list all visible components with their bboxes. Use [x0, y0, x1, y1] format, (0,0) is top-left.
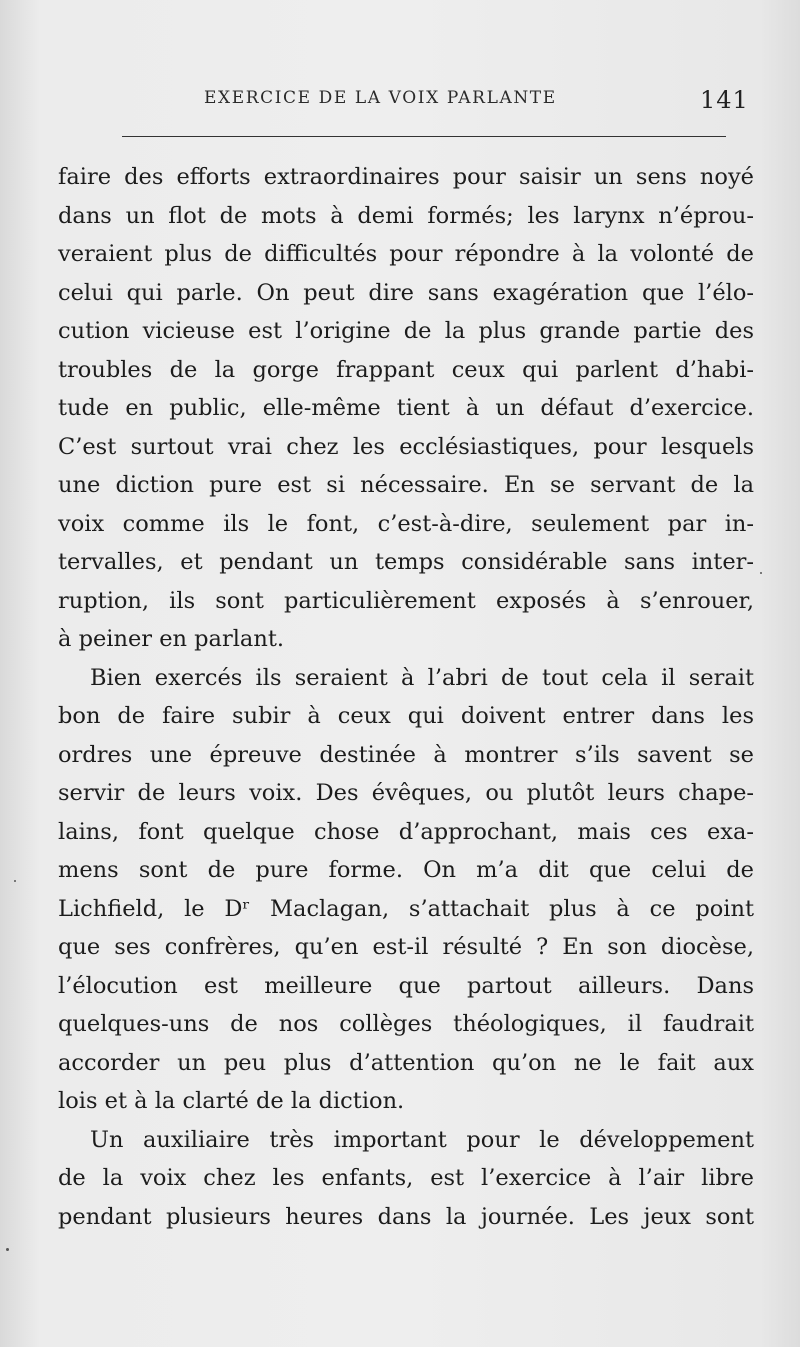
- text-line: Un auxiliaire très important pour le développement: [90, 1126, 754, 1153]
- text-line: tervalles, et pendant un temps considérable sans inter-: [58, 549, 754, 575]
- text-line: l’élocution est meilleure que partout ailleurs. Dans: [58, 972, 754, 999]
- text-line: servir de leurs voix. Des évêques, ou plutôt leurs chape-: [58, 780, 754, 806]
- paper-speck: [760, 572, 762, 574]
- text-line: celui qui parle. On peut dire sans exagération que l’élo-: [58, 279, 754, 306]
- text-line: quelques-uns de nos collèges théologiques, il faudrait: [58, 1011, 754, 1037]
- body-text: [58, 158, 754, 1236]
- paragraph: [58, 659, 754, 1121]
- text-line: une diction pure est si nécessaire. En se servant de la: [58, 472, 754, 498]
- text-line: C’est surtout vrai chez les ecclésiastiques, pour lesquels: [58, 433, 754, 460]
- running-title: EXERCICE DE LA VOIX PARLANTE: [204, 88, 557, 108]
- text-line: ruption, ils sont particulièrement exposés à s’enrouer,: [58, 587, 754, 614]
- text-line: lois et à la clarté de la diction.: [58, 1088, 405, 1114]
- paragraph: [58, 1121, 754, 1237]
- paragraph: [58, 158, 754, 659]
- text-line: accorder un peu plus d’attention qu’on ne le fait aux: [58, 1049, 754, 1076]
- text-line: voix comme ils le font, c’est-à-dire, seulement par in-: [58, 510, 754, 537]
- text-line: que ses confrères, qu’en est-il résulté ? En son diocèse,: [58, 934, 754, 960]
- text-line: pendant plusieurs heures dans la journée. Les jeux sont: [58, 1203, 754, 1230]
- text-line: troubles de la gorge frappant ceux qui parlent d’habi-: [58, 356, 754, 383]
- paper-speck: [6, 1248, 9, 1251]
- text-line: dans un flot de mots à demi formés; les larynx n’éprou-: [58, 202, 754, 229]
- text-line: faire des efforts extraordinaires pour saisir un sens noyé: [58, 164, 754, 190]
- text-line: ordres une épreuve destinée à montrer s’ils savent se: [58, 741, 754, 768]
- text-line: lains, font quelque chose d’approchant, mais ces exa-: [58, 818, 754, 845]
- text-line: veraient plus de difficultés pour répondre à la volonté de: [58, 241, 754, 267]
- text-line: Lichfield, le Dʳ Maclagan, s’attachait plus à ce point: [58, 895, 754, 922]
- page-number: 141: [700, 86, 749, 114]
- running-head: [0, 88, 800, 118]
- header-rule: [122, 136, 726, 137]
- text-line: bon de faire subir à ceux qui doivent entrer dans les: [58, 703, 754, 729]
- text-line: tude en public, elle-même tient à un défaut d’exercice.: [58, 395, 754, 421]
- text-line: mens sont de pure forme. On m’a dit que celui de: [58, 857, 754, 883]
- text-line: Bien exercés ils seraient à l’abri de tout cela il serait: [90, 664, 754, 691]
- text-line: à peiner en parlant.: [58, 626, 285, 652]
- text-line: de la voix chez les enfants, est l’exercice à l’air libre: [58, 1165, 754, 1191]
- text-line: cution vicieuse est l’origine de la plus grande partie des: [58, 318, 754, 344]
- paper-speck: [14, 880, 16, 882]
